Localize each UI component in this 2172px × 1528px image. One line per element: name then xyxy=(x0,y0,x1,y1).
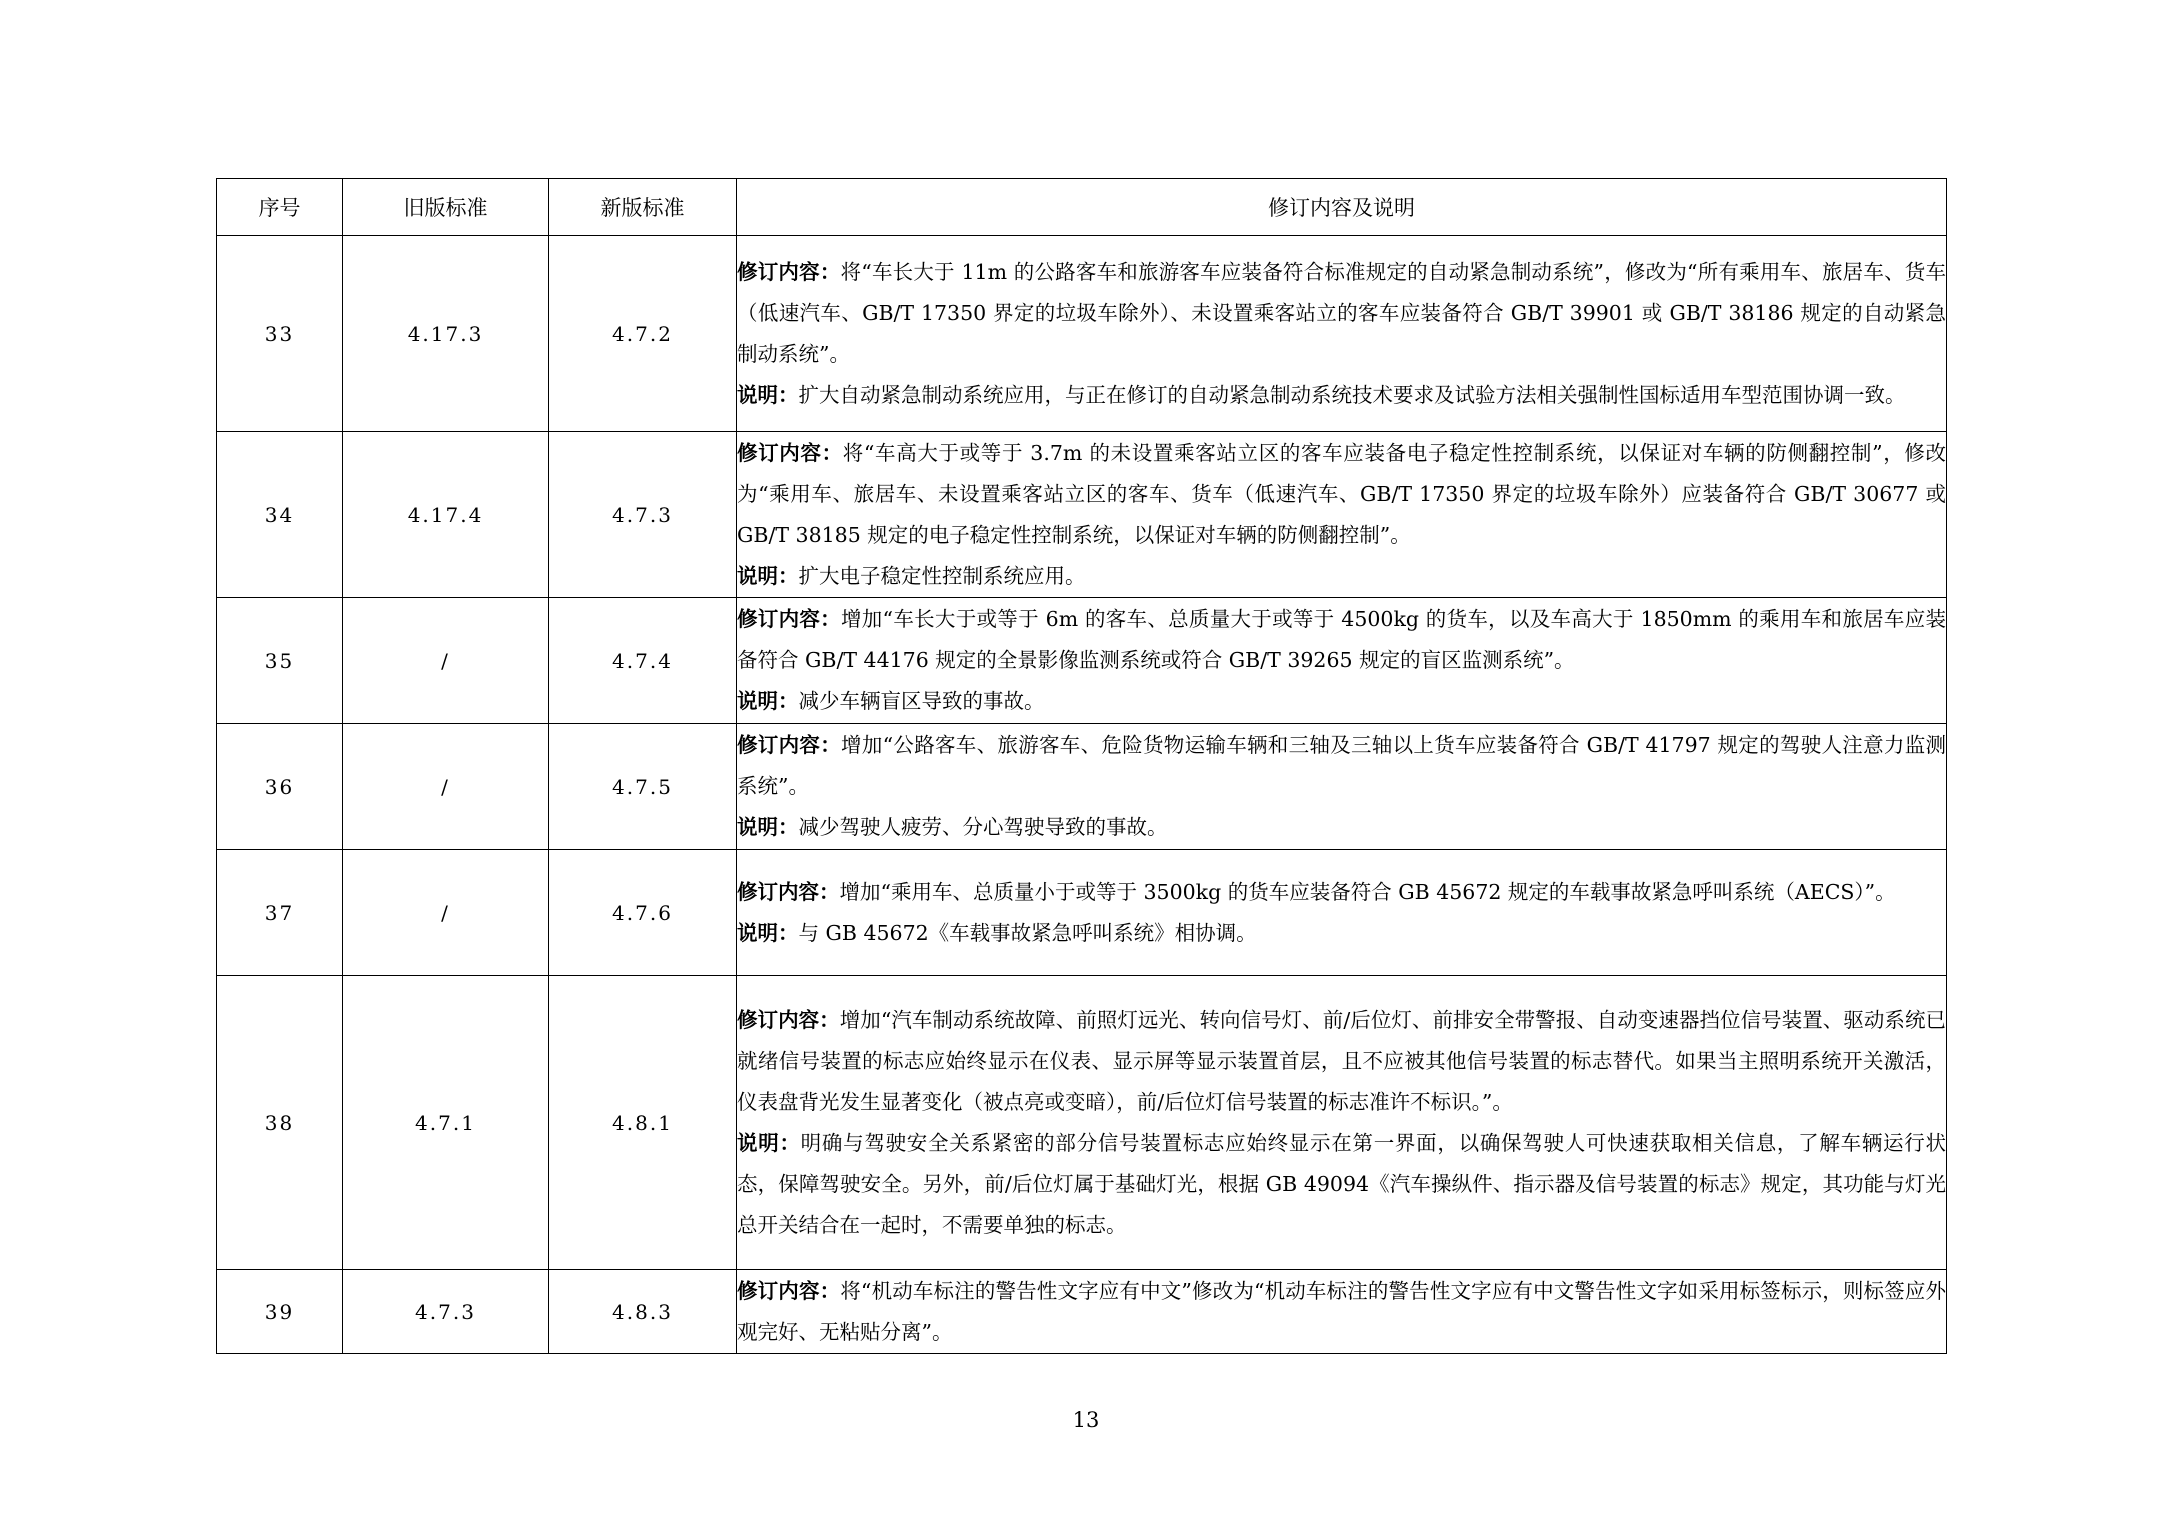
cell-revision-description xyxy=(737,598,1947,724)
header-revision-description: 修订内容及说明 xyxy=(737,179,1947,236)
note-paragraph xyxy=(737,681,1946,722)
cell-old-clause: / xyxy=(343,598,549,724)
cell-serial-number: 35 xyxy=(217,598,343,724)
revision-paragraph xyxy=(737,1271,1946,1353)
note-text: 扩大自动紧急制动系统应用，与正在修订的自动紧急制动系统技术要求及试验方法相关强制性国标适用车型范围协调一致。 xyxy=(798,382,1906,407)
table-row xyxy=(217,724,1947,850)
cell-revision-description xyxy=(737,724,1947,850)
page-number: 13 xyxy=(1072,1408,1100,1432)
cell-old-clause: 4.7.1 xyxy=(343,976,549,1270)
note-paragraph xyxy=(737,556,1946,597)
note-text: 减少驾驶人疲劳、分心驾驶导致的事故。 xyxy=(798,815,1168,839)
revision-text: 增加“汽车制动系统故障、前照灯远光、转向信号灯、前/后位灯、前排安全带警报、自动变速器挡位信号装置、驱动系统已就绪信号装置的标志应始终显示在仪表、显示屏等显示装置首层，且不应被其他信号装置的标志替代。如果当主照明系统开关激活，仪表盘背光发生显著变化（被点亮或变暗），前/后位灯信号装置的标志准许不标识。”。 xyxy=(737,1007,1947,1114)
cell-new-clause: 4.8.3 xyxy=(549,1270,737,1354)
note-label: 说明： xyxy=(737,1130,801,1155)
revision-paragraph xyxy=(737,433,1946,556)
note-text: 与 GB 45672《车载事故紧急呼叫系统》相协调。 xyxy=(798,920,1257,945)
header-serial-number: 序号 xyxy=(217,179,343,236)
cell-serial-number: 36 xyxy=(217,724,343,850)
note-paragraph xyxy=(737,807,1946,848)
note-label: 说明： xyxy=(737,563,799,588)
revision-text: 将“车高大于或等于 3.7m 的未设置乘客站立区的客车应装备电子稳定性控制系统，以保证对车辆的防侧翻控制”，修改为“乘用车、旅居车、未设置乘客站立区的客车、货车（低速汽车、GB/T 17350 界定的垃圾车除外）应装备符合 GB/T 30677 或 GB/T 38185 规定的电子稳定性控制系统，以保证对车辆的防侧翻控制”。 xyxy=(737,440,1947,547)
cell-serial-number: 33 xyxy=(217,236,343,432)
note-paragraph xyxy=(737,375,1946,416)
cell-old-clause: / xyxy=(343,724,549,850)
cell-revision-description xyxy=(737,976,1947,1270)
table-row xyxy=(217,1270,1947,1354)
table-row xyxy=(217,976,1947,1270)
cell-old-clause: 4.17.3 xyxy=(343,236,549,432)
cell-old-clause: 4.7.3 xyxy=(343,1270,549,1354)
cell-new-clause: 4.7.4 xyxy=(549,598,737,724)
cell-old-clause: 4.17.4 xyxy=(343,432,549,598)
cell-revision-description xyxy=(737,1270,1947,1354)
cell-new-clause: 4.8.1 xyxy=(549,976,737,1270)
revision-label: 修订内容： xyxy=(737,1278,841,1303)
note-text: 减少车辆盲区导致的事故。 xyxy=(798,689,1045,713)
note-label: 说明： xyxy=(737,815,799,839)
cell-serial-number: 39 xyxy=(217,1270,343,1354)
cell-revision-description xyxy=(737,850,1947,976)
revision-label: 修订内容： xyxy=(737,733,842,757)
table-row xyxy=(217,236,1947,432)
cell-new-clause: 4.7.3 xyxy=(549,432,737,598)
note-label: 说明： xyxy=(737,920,799,945)
table-header-row xyxy=(217,179,1947,236)
revision-paragraph xyxy=(737,725,1946,807)
header-new-standard: 新版标准 xyxy=(549,179,737,236)
revision-text: 将“车长大于 11m 的公路客车和旅游客车应装备符合标准规定的自动紧急制动系统”，修改为“所有乘用车、旅居车、货车（低速汽车、GB/T 17350 界定的垃圾车除外）、未设置乘客站立的客车应装备符合 GB/T 39901 或 GB/T 38186 规定的自动紧急制动系统”。 xyxy=(737,259,1947,366)
note-text: 扩大电子稳定性控制系统应用。 xyxy=(798,563,1086,588)
revision-text: 将“机动车标注的警告性文字应有中文”修改为“机动车标注的警告性文字应有中文警告性文字如采用标签标示，则标签应外观完好、无粘贴分离”。 xyxy=(737,1278,1947,1344)
revision-label: 修订内容： xyxy=(737,440,843,465)
cell-revision-description xyxy=(737,236,1947,432)
revision-paragraph xyxy=(737,599,1946,681)
note-label: 说明： xyxy=(737,382,799,407)
cell-new-clause: 4.7.6 xyxy=(549,850,737,976)
table-row xyxy=(217,850,1947,976)
revision-paragraph xyxy=(737,252,1946,375)
cell-revision-description xyxy=(737,432,1947,598)
revision-label: 修订内容： xyxy=(737,607,841,631)
table-row xyxy=(217,598,1947,724)
note-text: 明确与驾驶安全关系紧密的部分信号装置标志应始终显示在第一界面，以确保驾驶人可快速获取相关信息，了解车辆运行状态，保障驾驶安全。另外，前/后位灯属于基础灯光，根据 GB 49094《汽车操纵件、指示器及信号装置的标志》规定，其功能与灯光总开关结合在一起时，不需要单独的标志。 xyxy=(737,1130,1946,1237)
revision-paragraph xyxy=(737,872,1946,913)
revision-paragraph xyxy=(737,1000,1946,1123)
cell-new-clause: 4.7.5 xyxy=(549,724,737,850)
cell-serial-number: 38 xyxy=(217,976,343,1270)
cell-serial-number: 34 xyxy=(217,432,343,598)
table-row xyxy=(217,432,1947,598)
header-old-standard: 旧版标准 xyxy=(343,179,549,236)
revision-text: 增加“乘用车、总质量小于或等于 3500kg 的货车应装备符合 GB 45672 规定的车载事故紧急呼叫系统（AECS）”。 xyxy=(839,879,1896,904)
revision-label: 修订内容： xyxy=(737,1007,840,1032)
note-label: 说明： xyxy=(737,689,799,713)
revision-label: 修订内容： xyxy=(737,879,840,904)
revision-text: 增加“公路客车、旅游客车、危险货物运输车辆和三轴及三轴以上货车应装备符合 GB/T 41797 规定的驾驶人注意力监测系统”。 xyxy=(737,733,1947,798)
cell-new-clause: 4.7.2 xyxy=(549,236,737,432)
note-paragraph xyxy=(737,913,1946,954)
revision-label: 修订内容： xyxy=(737,259,841,284)
cell-old-clause: / xyxy=(343,850,549,976)
cell-serial-number: 37 xyxy=(217,850,343,976)
note-paragraph xyxy=(737,1123,1946,1246)
revision-text: 增加“车长大于或等于 6m 的客车、总质量大于或等于 4500kg 的货车，以及车高大于 1850mm 的乘用车和旅居车应装备符合 GB/T 44176 规定的全景影像监测系统或符合 GB/T 39265 规定的盲区监测系统”。 xyxy=(737,607,1947,672)
revision-table xyxy=(216,178,1947,1354)
